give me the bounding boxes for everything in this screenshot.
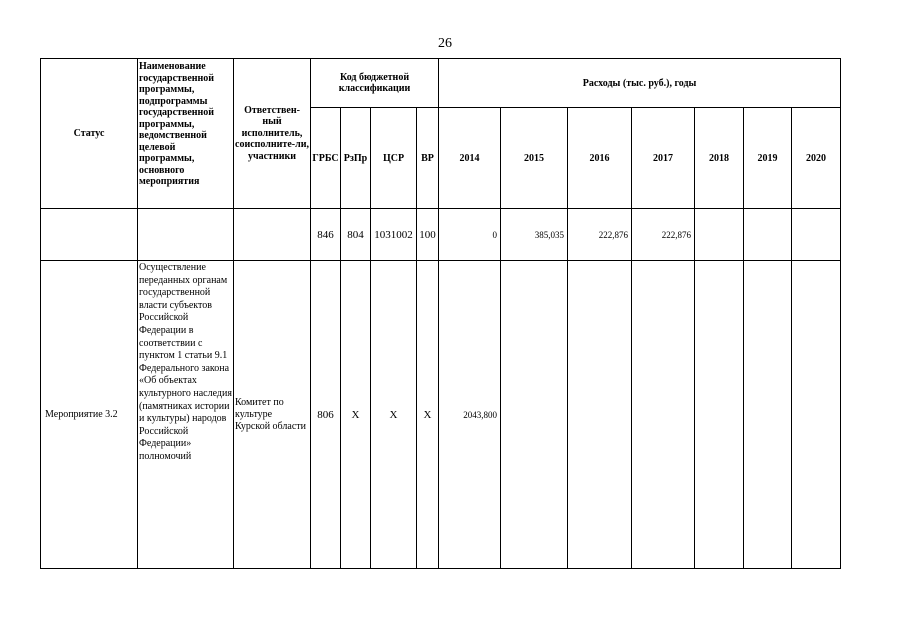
cell-value-2014: 0	[439, 209, 501, 261]
cell-name	[138, 209, 234, 261]
header-expenses-group: Расходы (тыс. руб.), годы	[439, 59, 841, 108]
header-budget-code-group: Код бюджетной классификации	[311, 59, 439, 108]
cell-status	[41, 209, 138, 261]
cell-value-2015: 385,035	[501, 209, 568, 261]
header-year-2017: 2017	[632, 108, 695, 209]
cell-status: Мероприятие 3.2	[41, 261, 138, 569]
cell-executor	[234, 209, 311, 261]
cell-code-csr: X	[371, 261, 417, 569]
header-executor: Ответствен-ный исполнитель, соисполните-ли, участники	[234, 59, 311, 209]
header-code-rzpr: РзПр	[341, 108, 371, 209]
header-year-2020: 2020	[792, 108, 841, 209]
cell-value-2020	[792, 261, 841, 569]
table-row	[41, 261, 841, 569]
cell-code-grbs: 806	[311, 261, 341, 569]
cell-value-2017	[632, 261, 695, 569]
table-row	[41, 209, 841, 261]
cell-value-2016	[568, 261, 632, 569]
header-year-2014: 2014	[439, 108, 501, 209]
cell-code-vr: X	[417, 261, 439, 569]
cell-value-2014: 2043,800	[439, 261, 501, 569]
cell-value-2018	[695, 261, 744, 569]
page-number: 26	[438, 36, 452, 51]
cell-code-grbs: 846	[311, 209, 341, 261]
cell-value-2015	[501, 261, 568, 569]
cell-code-vr: 100	[417, 209, 439, 261]
cell-value-2016: 222,876	[568, 209, 632, 261]
cell-code-rzpr: 804	[341, 209, 371, 261]
header-code-grbs: ГРБС	[311, 108, 341, 209]
cell-code-rzpr: X	[341, 261, 371, 569]
cell-value-2019	[744, 209, 792, 261]
header-status: Статус	[41, 59, 138, 209]
budget-table	[40, 58, 841, 569]
header-year-2018: 2018	[695, 108, 744, 209]
header-name: Наименование государственной программы, подпрограммы государственной программы, ведомственной целевой программы, основного мероприятия	[138, 59, 234, 209]
cell-value-2019	[744, 261, 792, 569]
header-row-1	[41, 59, 841, 108]
cell-name: Осуществление переданных органам государственной власти субъектов Российской Федерации в соответствии с пунктом 1 статьи 9.1 Федерального закона «Об объектах культурного наследия (памятниках истории и культуры) народов Российской Федерации» полномочий	[138, 261, 234, 569]
header-year-2016: 2016	[568, 108, 632, 209]
cell-value-2020	[792, 209, 841, 261]
cell-value-2018	[695, 209, 744, 261]
cell-code-csr: 1031002	[371, 209, 417, 261]
header-code-vr: ВР	[417, 108, 439, 209]
header-year-2019: 2019	[744, 108, 792, 209]
cell-executor: Комитет по культуре Курской области	[234, 261, 311, 569]
header-year-2015: 2015	[501, 108, 568, 209]
header-code-csr: ЦСР	[371, 108, 417, 209]
cell-value-2017: 222,876	[632, 209, 695, 261]
